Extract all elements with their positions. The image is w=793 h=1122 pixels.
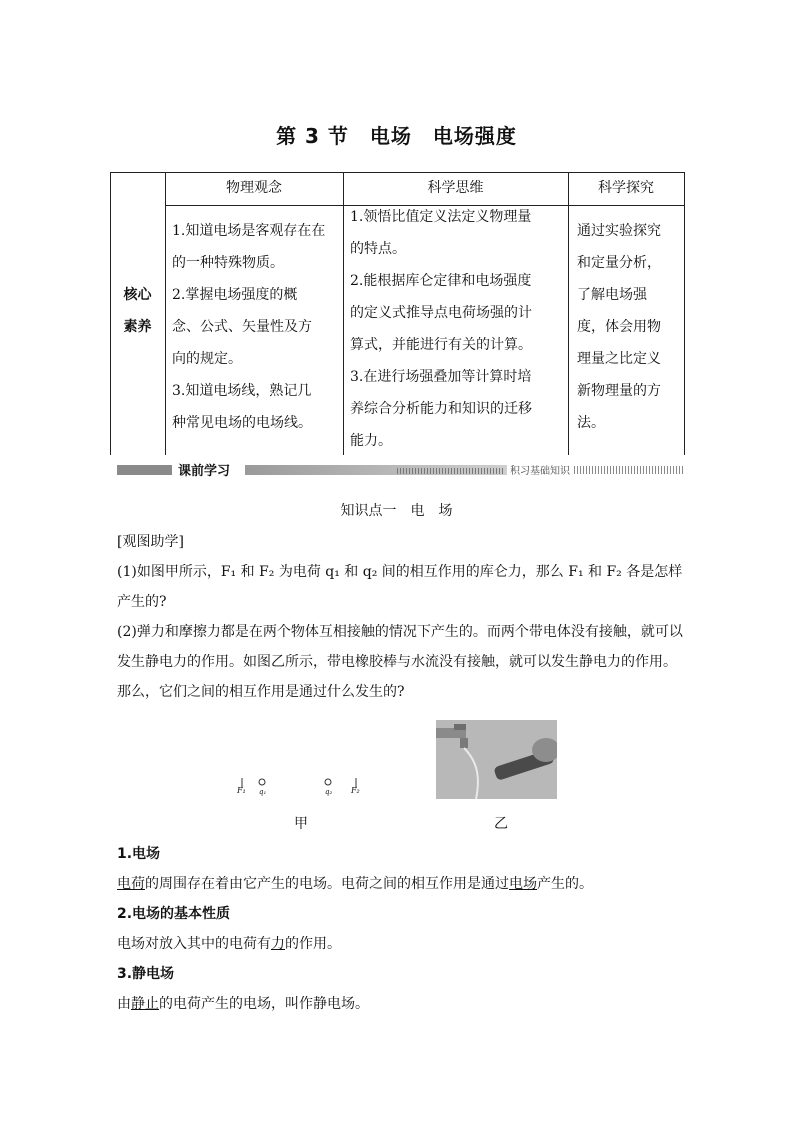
underlined-answer: 电荷 [117, 876, 145, 892]
figure-charges [232, 772, 372, 802]
page-title: 第 3 节 电场 电场强度 [276, 124, 517, 148]
force-label: F₂ [351, 786, 360, 795]
table-divider [343, 173, 344, 455]
cell-line: 度，体会用物 [577, 319, 661, 335]
text-run: 产生的。 [537, 876, 593, 892]
cell-line: 1.知道电场是客观存在在 [172, 223, 326, 239]
cell-line: 了解电场强 [577, 287, 647, 303]
table-divider [568, 173, 569, 455]
figure-caption-right: 乙 [494, 816, 508, 832]
underlined-answer: 静止 [131, 996, 159, 1012]
header-scientific-thinking: 科学思维 [427, 180, 484, 196]
side-label-line: 素养 [123, 319, 152, 335]
cell-line: 向的规定。 [172, 351, 242, 367]
text-run: 的作用。 [285, 936, 341, 952]
knowledge-point-heading: 知识点一 电 场 [340, 503, 453, 519]
cell-line: 通过实验探究 [577, 223, 661, 239]
cell-scientific-inquiry [577, 215, 661, 439]
table-divider [165, 173, 166, 455]
text-run: 的电荷产生的电场，叫作静电场。 [159, 996, 369, 1012]
banner-subtitle: 积习基础知识 [507, 462, 573, 477]
cell-physics-concept [172, 215, 325, 439]
cell-line: 理量之比定义 [577, 351, 661, 367]
cell-line: 3.知道电场线，熟记几 [172, 383, 312, 399]
cell-line: 法。 [577, 415, 605, 431]
header-scientific-inquiry: 科学探究 [598, 180, 654, 196]
banner-hatch [574, 466, 684, 474]
figure-photo [436, 720, 557, 799]
competency-table [110, 172, 685, 455]
section-banner [117, 463, 684, 477]
underlined-answer: 力 [271, 936, 285, 952]
text-run: 的周围存在着由它产生的电场。电荷之间的相互作用是通过 [145, 876, 509, 892]
cell-line: 种常见电场的电场线。 [172, 415, 312, 431]
section-heading: 2.电场的基本性质 [117, 906, 231, 922]
charge-label: q₁ [259, 788, 267, 796]
banner-bar [117, 465, 172, 475]
cell-line: 的一种特殊物质。 [172, 255, 284, 271]
figure-caption-left: 甲 [294, 816, 308, 832]
cell-line: 2.掌握电场强度的概 [172, 287, 298, 303]
underlined-answer: 电场 [509, 876, 537, 892]
content-sections [117, 839, 683, 1019]
section-heading: 3.静电场 [117, 966, 175, 982]
cell-line: 能力。 [350, 433, 392, 449]
header-physics-concept: 物理观念 [226, 180, 282, 196]
section-heading: 1.电场 [117, 846, 161, 862]
table-border-right [684, 173, 685, 455]
cell-line: 念、公式、矢量性及方 [172, 319, 312, 335]
section-text [117, 929, 683, 959]
question-1: (1)如图甲所示，F₁ 和 F₂ 为电荷 q₁ 和 q₂ 间的相互作用的库仑力，那么 F₁ 和 F₂ 各是怎样产生的? [117, 564, 683, 610]
side-label [110, 279, 165, 343]
cell-line: 的定义式推导点电荷场强的计 [350, 305, 532, 321]
cell-line: 的特点。 [350, 241, 406, 257]
text-run: 电场对放入其中的电荷有 [117, 936, 271, 952]
cell-line: 和定量分析， [577, 255, 661, 271]
question-2: (2)弹力和摩擦力都是在两个物体互相接触的情况下产生的。而两个带电体没有接触，就可以发生静电力的作用。如图乙所示，带电橡胶棒与水流没有接触，就可以发生静电力的作用。那么，它们之间的相互作用是通过什么发生的? [117, 624, 683, 700]
text-run: 由 [117, 996, 131, 1012]
cell-line: 算式，并能进行有关的计算。 [350, 337, 532, 353]
guide-label: [观图助学] [117, 534, 184, 550]
section-text [117, 989, 683, 1019]
cell-line: 3.在进行场强叠加等计算时培 [350, 369, 532, 385]
guide-section [117, 527, 683, 707]
section-text [117, 869, 683, 899]
cell-scientific-thinking [350, 201, 532, 457]
cell-line: 养综合分析能力和知识的迁移 [350, 401, 532, 417]
banner-hatch [397, 468, 505, 474]
cell-line: 2.能根据库仑定律和电场强度 [350, 273, 532, 289]
rubber-rod-water-photo-icon [436, 720, 557, 799]
charge-label: q₂ [325, 788, 333, 796]
banner-label: 课前学习 [175, 460, 233, 479]
cell-line: 新物理量的方 [577, 383, 661, 399]
force-label: F₁ [237, 786, 246, 795]
side-label-line: 核心 [123, 287, 152, 303]
cell-line: 1.领悟比值定义法定义物理量 [350, 209, 532, 225]
